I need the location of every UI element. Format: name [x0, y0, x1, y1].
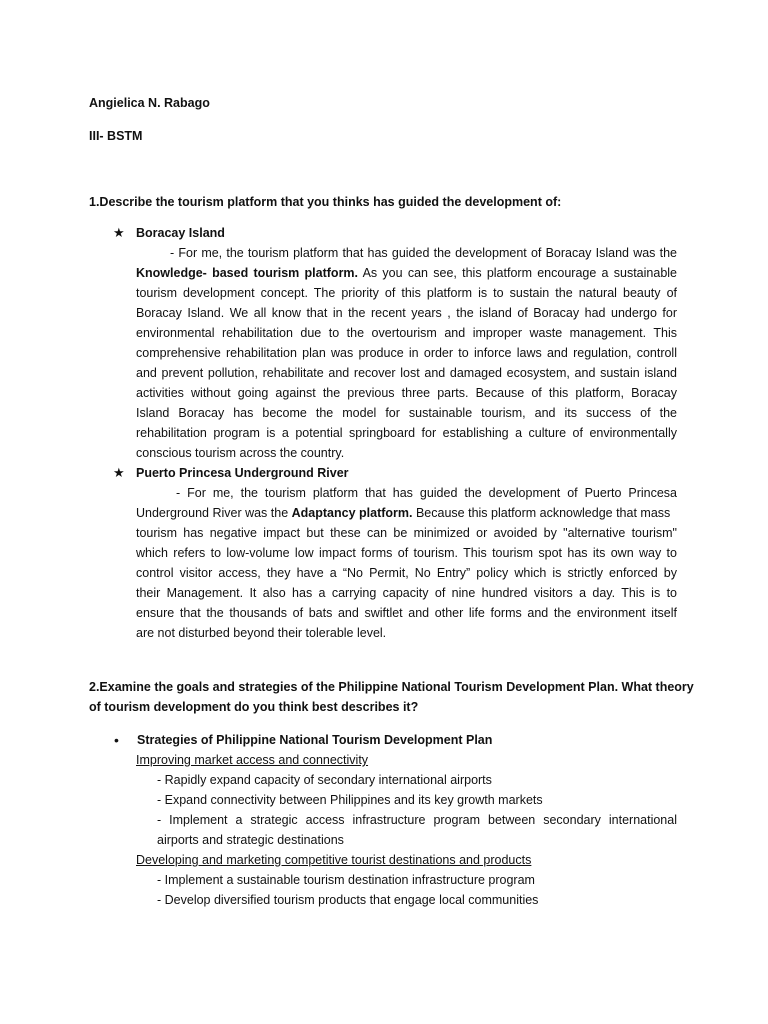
strategy-item: - Expand connectivity between Philippines and its key growth markets — [157, 793, 543, 807]
puerto-line: - For me, the tourism platform that has guided the development of Puerto Princesa — [176, 486, 677, 500]
strategy-item: - Develop diversified tourism products that engage local communities — [157, 893, 539, 907]
question-2: of tourism development do you think best describes it? — [89, 700, 419, 714]
strategy-heading: Developing and marketing competitive tourist destinations and products — [136, 853, 532, 867]
boracay-line: tourism development concept. The priority of this platform is to sustain the natural beauty of — [136, 286, 677, 300]
boracay-line: Knowledge- based tourism platform. As you can see, this platform encourage a sustainable — [136, 266, 677, 280]
puerto-line: Underground River was the Adaptancy platform. Because this platform acknowledge that mass — [136, 506, 671, 520]
boracay-line: comprehensive rehabilitation plan was produce in order to inforce laws and regulation, controll — [136, 346, 677, 360]
strategy-item: - Rapidly expand capacity of secondary international airports — [157, 773, 492, 787]
boracay-line: and prevent pollution, rehabilitate and recover lost and damaged ecosystem, and sustain island — [136, 366, 677, 380]
boracay-line: - For me, the tourism platform that has guided the development of Boracay Island was the — [170, 246, 677, 260]
puerto-line: control visitor access, they have a “No Permit, No Entry” policy which is strictly enforced by — [136, 566, 677, 580]
puerto-line: their Management. It also has a carrying capacity of nine hundred visitors a day. This is to — [136, 586, 677, 600]
question-1: 1.Describe the tourism platform that you thinks has guided the development of: — [89, 195, 562, 209]
class-label: III- BSTM — [89, 129, 143, 143]
strategy-item: - Implement a strategic access infrastructure program between secondary international — [157, 813, 677, 827]
puerto-line: ensure that the thousands of bats and swiftlet and other life forms and the environment itself — [136, 606, 677, 620]
boracay-line: activities without going against the previous three parts. Because of this platform, Boracay — [136, 386, 677, 400]
boracay-line: Island Boracay has become the model for sustainable tourism, and its success of the — [136, 406, 677, 420]
boracay-line: Boracay Island. We all know that in the recent years , the island of Boracay had undergo for — [136, 306, 677, 320]
puerto-line: tourism has negative impact but these can be minimized or avoided by "alternative tourism" — [136, 526, 677, 540]
strategy-item: - Implement a sustainable tourism destination infrastructure program — [157, 873, 535, 887]
strategies-title: Strategies of Philippine National Tourism Development Plan — [137, 733, 493, 747]
boracay-line: rehabilitation program is a potential springboard for establishing a culture of environmentally — [136, 426, 677, 440]
puerto-title: Puerto Princesa Underground River — [136, 466, 349, 480]
boracay-line: environmental rehabilitation due to the overtourism and improper waste management. This — [136, 326, 677, 340]
boracay-title: Boracay Island — [136, 226, 225, 240]
puerto-line: which refers to low-volume low impact forms of tourism. This tourism spot has its own way to — [136, 546, 677, 560]
star-bullet-icon: ★ — [113, 465, 125, 480]
author-name: Angielica N. Rabago — [89, 96, 210, 110]
boracay-line: conscious tourism across the country. — [136, 446, 345, 460]
strategy-heading: Improving market access and connectivity — [136, 753, 369, 767]
strategy-item: airports and strategic destinations — [157, 833, 344, 847]
bullet-icon: • — [114, 732, 119, 748]
puerto-line: are not disturbed beyond their tolerable level. — [136, 626, 387, 640]
star-bullet-icon: ★ — [113, 225, 125, 240]
question-2: 2.Examine the goals and strategies of the Philippine National Tourism Development Plan. What theory — [89, 680, 694, 694]
